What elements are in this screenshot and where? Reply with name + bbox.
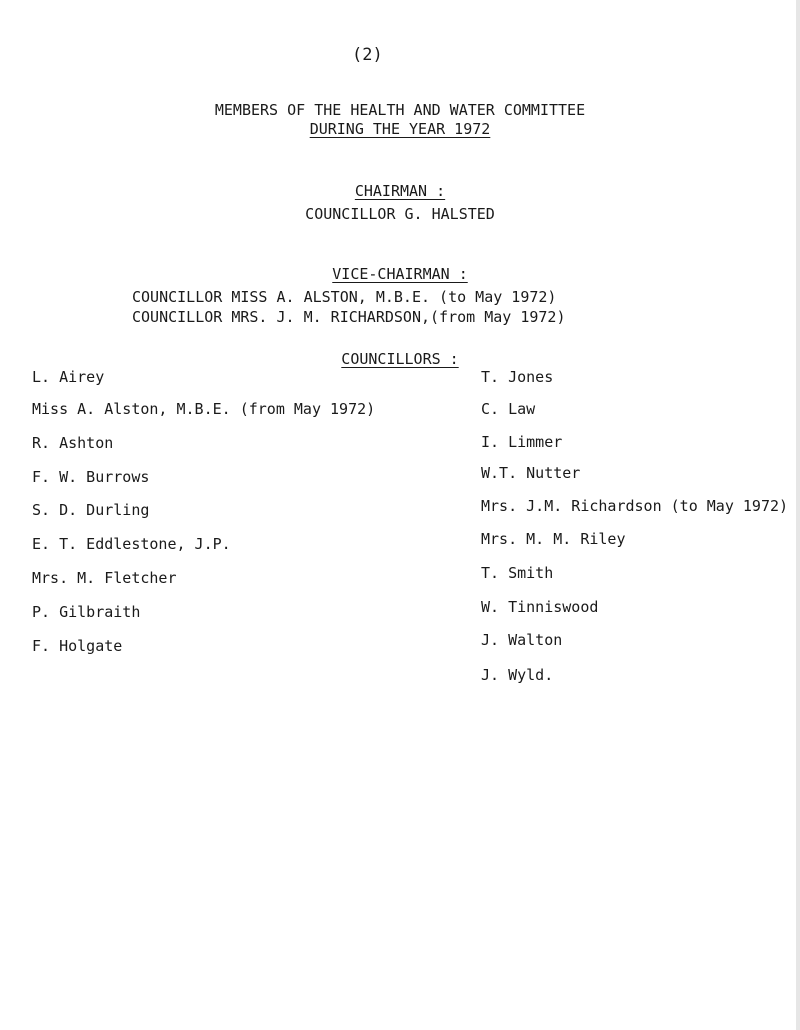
councillor-left: Mrs. M. Fletcher [32,569,177,587]
councillor-right: Mrs. M. M. Riley [481,530,626,548]
councillor-right: W.T. Nutter [481,464,581,482]
councillor-right: C. Law [481,400,536,418]
councillor-right: Mrs. J.M. Richardson (to May 1972) [481,497,789,515]
councillor-right: J. Wyld. [481,666,554,684]
councillor-left: E. T. Eddlestone, J.P. [32,535,231,553]
councillor-left: Miss A. Alston, M.B.E. (from May 1972) [32,400,376,418]
title-line-2: DURING THE YEAR 1972 [309,120,491,138]
page-number: (2) [352,45,383,65]
councillor-left: F. W. Burrows [32,468,150,486]
vice-chairman-heading: VICE-CHAIRMAN : [332,265,468,283]
councillor-right: I. Limmer [481,433,563,451]
title-line-1: MEMBERS OF THE HEALTH AND WATER COMMITTEE [214,101,586,119]
page-edge [796,0,800,1030]
councillor-left: S. D. Durling [32,501,150,519]
councillor-left: P. Gilbraith [32,603,141,621]
councillor-right: T. Jones [481,368,554,386]
councillor-right: T. Smith [481,564,554,582]
chairman-name: COUNCILLOR G. HALSTED [305,205,495,223]
councillor-right: J. Walton [481,631,563,649]
councillor-left: F. Holgate [32,637,123,655]
councillor-left: L. Airey [32,368,105,386]
councillor-left: R. Ashton [32,434,114,452]
councillors-heading: COUNCILLORS : [341,350,459,368]
vice-chairman-name: COUNCILLOR MISS A. ALSTON, M.B.E. (to May 1972) [132,288,557,306]
councillor-right: W. Tinniswood [481,598,599,616]
chairman-heading: CHAIRMAN : [354,182,446,200]
vice-chairman-name: COUNCILLOR MRS. J. M. RICHARDSON,(from May 1972) [132,308,566,326]
